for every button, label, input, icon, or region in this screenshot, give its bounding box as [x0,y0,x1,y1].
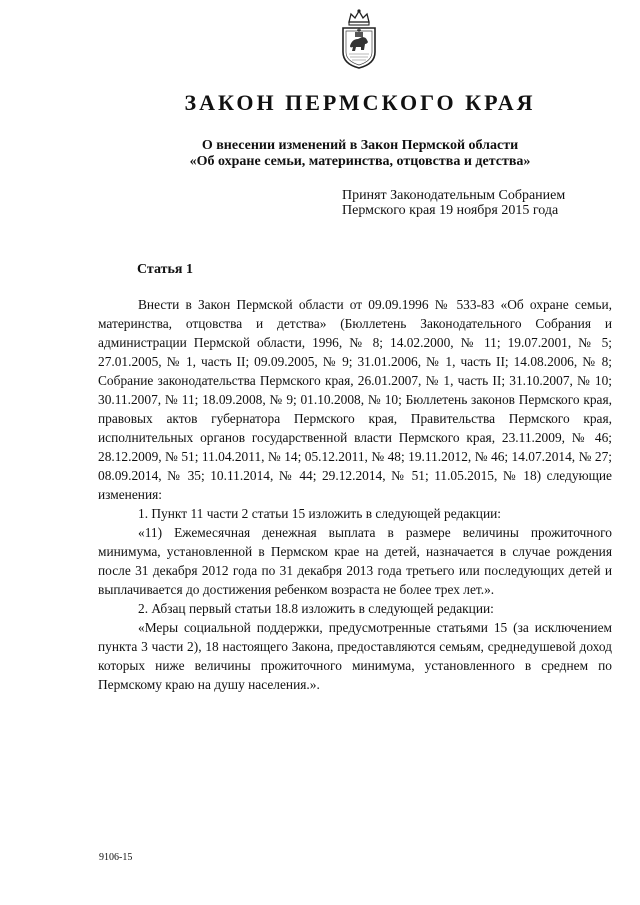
article-paragraph: 2. Абзац первый статьи 18.8 изложить в следующей редакции: [138,601,494,616]
law-subtitle [0,138,640,170]
article-paragraph: Внести в Закон Пермской области от 09.09.1996 № 533-83 «Об охране семьи, материнства, отцовства и детства» (Бюллетень Законодательного Собрания и администрации Пермской области, 1996, № 8; 14.02.2000, № 11; 19.07.2001, № 5; 27.01.2005, № 1, часть II; 09.09.2005, № 9; 31.01.2006, № 1, часть II; 14.08.2006, № 8; Собрание законодательства Пермского края, 26.01.2007, № 1, часть II; 31.10.2007, № 10; 30.11.2007, № 11; 18.09.2008, № 9; 01.10.2008, № 10; Бюллетень законов Пермского края, правовых актов губернатора Пермского края, Правительства Пермского края, исполнительных органов государственной власти Пермского края, 23.11.2009, № 46; 28.12.2009, № 51; 11.04.2011, № 14; 05.12.2011, № 48; 19.11.2012, № 46; 14.07.2014, № 27; 08.09.2014, № 35; 10.11.2014, № 44; 29.12.2014, № 51; 11.05.2015, № 18) следующие изменения: [98,297,612,502]
subtitle-line-1: О внесении изменений в Закон Пермской области [201,138,519,153]
article-paragraph: «Меры социальной поддержки, предусмотренные статьями 15 (за исключением пункта 3 части 2), 18 настоящего Закона, предоставляются семьям, среднедушевой доход которых ниже величины прожиточного минимума, установленного в среднем по Пермскому краю на душу населения.». [98,620,612,692]
law-title: ЗАКОН ПЕРМСКОГО КРАЯ [184,90,536,115]
subtitle-line-2: «Об охране семьи, материнства, отцовства и детства» [189,154,531,169]
article-paragraph: «11) Ежемесячная денежная выплата в размере величины прожиточного минимума, установленной в Пермском крае на детей, назначается в случае рождения после 31 декабря 2012 года по 31 декабря 2013 года третьего или последующих детей и выплачивается до достижения ребенком возраста не более трех лет.». [98,525,612,597]
adoption-line-2: Пермского края 19 ноября 2015 года [342,203,559,218]
adoption-note [342,188,565,218]
article-body [98,295,612,694]
article-paragraph: 1. Пункт 11 части 2 статьи 15 изложить в следующей редакции: [138,506,501,521]
coat-of-arms-icon [337,8,381,70]
document-code: 9106-15 [99,852,133,863]
article-heading: Статья 1 [137,262,193,277]
adoption-line-1: Принят Законодательным Собранием [342,188,566,203]
